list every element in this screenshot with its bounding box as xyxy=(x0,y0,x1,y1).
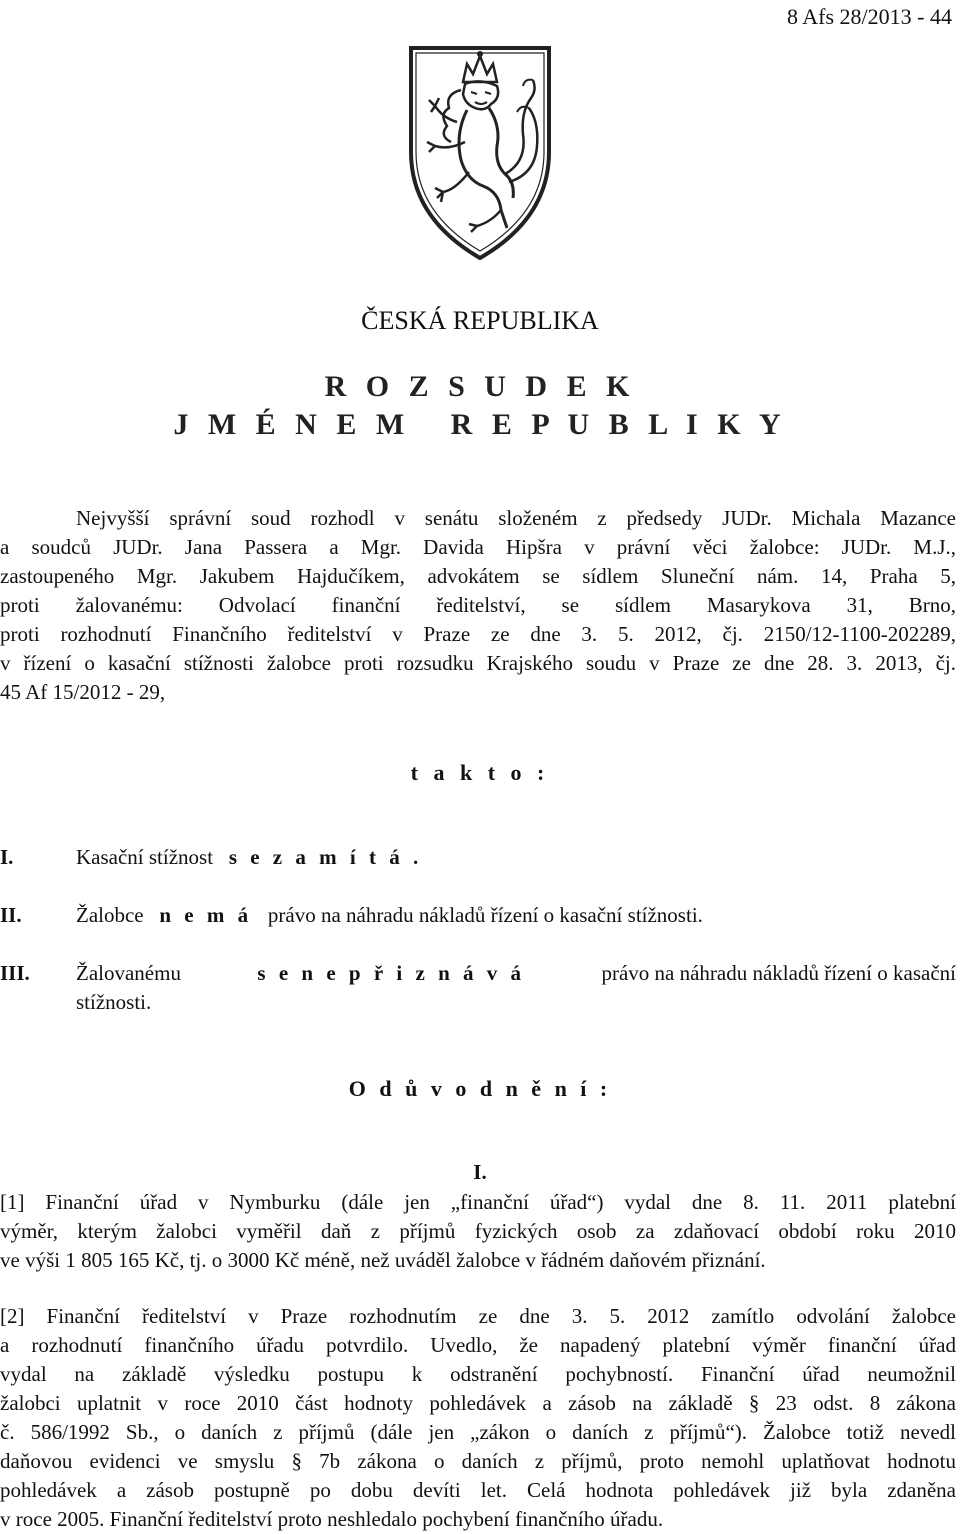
file-number: 8 Afs 28/2013 - 44 xyxy=(787,4,952,29)
ruling-text xyxy=(76,961,956,986)
paragraph-line: žalobci uplatnit v roce 2010 část hodnoty pohledávek a zásob na základě § 23 odst. 8 zákona xyxy=(0,1391,956,1415)
ruling-text xyxy=(76,845,422,870)
reasoning-title: O d ů v o d n ě n í : xyxy=(348,1076,612,1101)
takto-heading: t a k t o : xyxy=(410,760,550,785)
ruling-emphasis: s e n e p ř i z n á v á xyxy=(257,961,525,985)
ruling-text xyxy=(76,903,703,928)
ruling-emphasis: n e m á xyxy=(159,903,253,927)
intro-line: proti žalovanému: Odvolací finanční ředitelství, se sídlem Masarykova 31, Brno, xyxy=(0,593,956,617)
paragraph-line: [1] Finanční úřad v Nymburku (dále jen „finanční úřad“) vydal dne 8. 11. 2011 platební xyxy=(0,1190,956,1214)
paragraph-line: a rozhodnutí finančního úřadu potvrdilo. Uvedlo, že napadený platební výměr finanční úřad xyxy=(0,1333,956,1357)
ruling-lead: Kasační stížnost xyxy=(76,845,214,869)
paragraph-line: vydal na základě výsledku postupu k odstranění pochybností. Finanční úřad neumožnil xyxy=(0,1362,956,1386)
section-number: I. xyxy=(473,1160,487,1184)
paragraph-line: č. 586/1992 Sb., o daních z příjmů (dále jen „zákon o daních z příjmů“). Žalobce totiž nevedl xyxy=(0,1420,956,1444)
paragraph-1 xyxy=(0,1188,956,1275)
verdict-heading: R O Z S U D E K xyxy=(324,370,636,403)
intro-line: 45 Af 15/2012 - 29, xyxy=(0,680,166,704)
ruling-continuation: stížnosti. xyxy=(76,990,152,1014)
intro-line: v řízení o kasační stížnosti žalobce proti rozsudku Krajského soudu v Praze ze dne 28. 3. 2013, čj. xyxy=(0,651,956,675)
intro-line: proti rozhodnutí Finančního ředitelství v Praze ze dne 3. 5. 2012, čj. 2150/12-1100-202289, xyxy=(0,622,956,646)
intro-paragraph xyxy=(0,504,956,707)
ruling-rest: právo na náhradu nákladů řízení o kasační stížnosti. xyxy=(267,903,703,927)
ruling-lead: Žalovanému xyxy=(76,961,181,985)
ruling-lead: Žalobce xyxy=(76,903,144,927)
ruling-number: III. xyxy=(0,961,30,985)
ruling-emphasis: s e z a m í t á . xyxy=(228,845,423,869)
paragraph-line: daňovou evidenci ve smyslu § 7b zákona o daních z příjmů, proto nemohl uplatňovat hodnotu xyxy=(0,1449,956,1473)
paragraph-line: v roce 2005. Finanční ředitelství proto neshledalo pochybení finančního úřadu. xyxy=(0,1507,664,1531)
coat-of-arms-icon xyxy=(405,42,555,264)
intro-line: a soudců JUDr. Jana Passera a Mgr. Davida Hipšra v právní věci žalobce: JUDr. M.J., xyxy=(0,535,956,559)
paragraph-2 xyxy=(0,1302,956,1534)
ruling-number: I. xyxy=(0,845,14,869)
paragraph-line: pohledávek a zásob postupně po dobu devíti let. Celá hodnota pohledávek již byla zdaněna xyxy=(0,1478,956,1502)
verdict-subheading: J M É N E M R E P U B L I K Y xyxy=(173,408,787,441)
intro-line: Nejvyšší správní soud rozhodl v senátu složeném z předsedy JUDr. Michala Mazance xyxy=(76,506,956,530)
paragraph-line: ve výši 1 805 165 Kč, tj. o 3000 Kč méně, než uváděl žalobce v řádném daňovém přiznání. xyxy=(0,1248,766,1272)
intro-line: zastoupeného Mgr. Jakubem Hajdučíkem, advokátem se sídlem Sluneční nám. 14, Praha 5, xyxy=(0,564,956,588)
ruling-rest: právo na náhradu nákladů řízení o kasační xyxy=(601,961,956,985)
paragraph-line: výměr, kterým žalobci vyměřil daň z příjmů fyzických osob za zdaňovací období roku 2010 xyxy=(0,1219,956,1243)
paragraph-line: [2] Finanční ředitelství v Praze rozhodnutím ze dne 3. 5. 2012 zamítlo odvolání žalobce xyxy=(0,1304,956,1328)
country-heading: ČESKÁ REPUBLIKA xyxy=(361,306,599,335)
ruling-number: II. xyxy=(0,903,22,927)
